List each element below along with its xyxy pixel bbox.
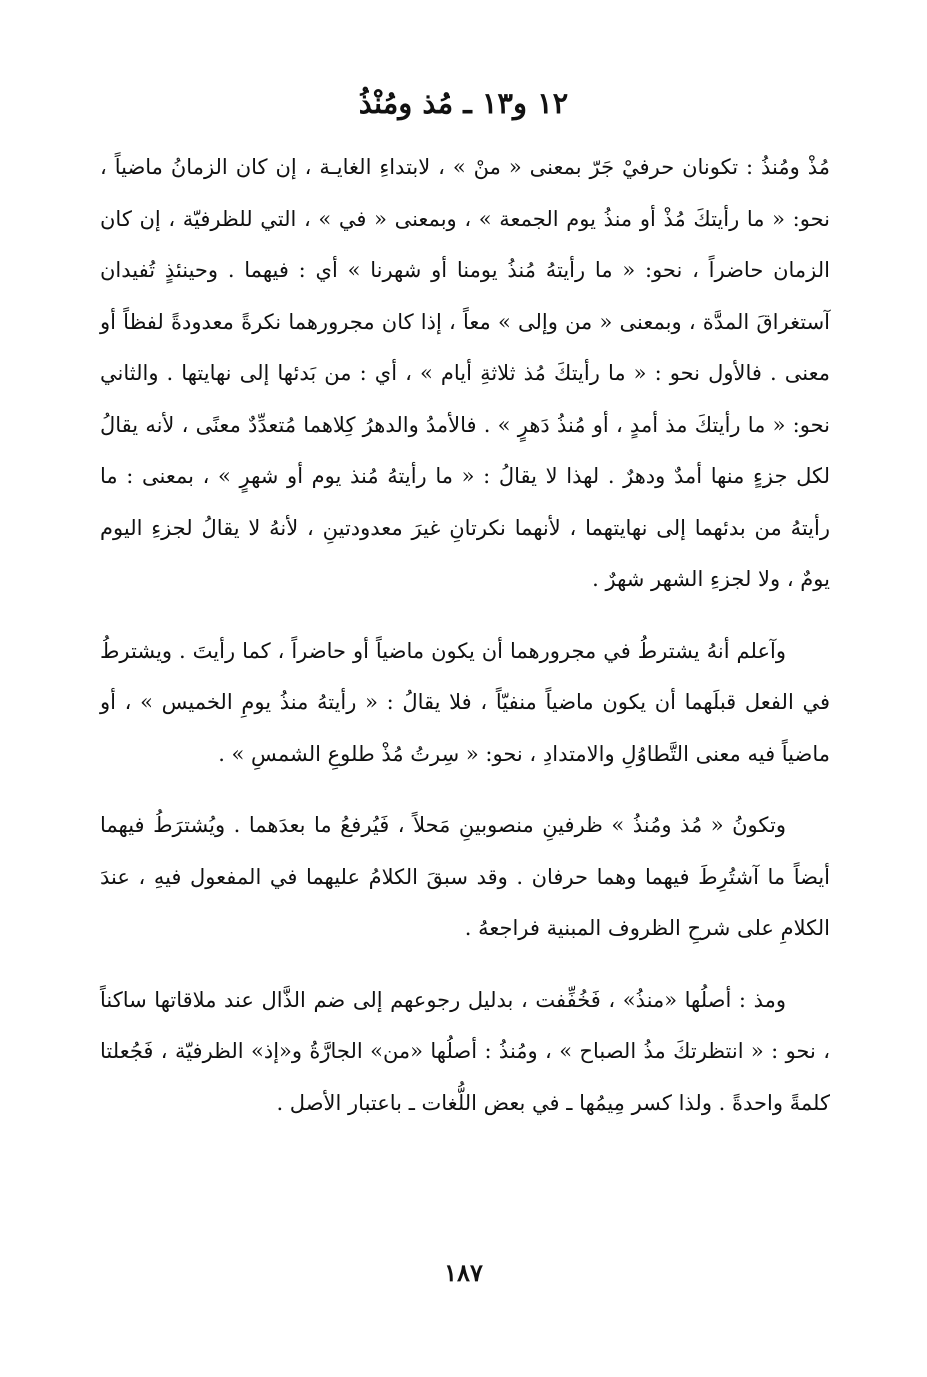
body-text (100, 142, 830, 1129)
page-title: ١٢ و١٣ ـ مُذ ومُنْذُ (358, 86, 569, 120)
paragraph-origin: ومذ : أصلُها «منذُ» ، فَخُفِّفت ، بدليل رجوعهم إلى ضم الذَّال عند ملاقاتها ساكناً ، نحو : « انتظرتكَ مذُ الصباح » ، ومُنذُ : أصلُها «من» الجارَّةُ و«إذ» الظرفيّة ، فَجُعلتا كلمةً واحدةً . ولذا كسر مِيمُها ـ في بعض اللُّغات ـ باعتبار الأصل . (100, 987, 830, 1115)
paragraph-adverbial-use: وتكونُ « مُذ ومُنذُ » ظرفينِ منصوبينِ مَحلاً ، فَيُرفعُ ما بعدَهما . ويُشترَطُ فيهما أيضاً ما آشتُرِطَ فيهما وهما حرفان . وقد سبقَ الكلامُ عليهما في المفعول فيهِ ، عندَ الكلامِ على شرحِ الظروف المبنية فراجعهُ . (100, 813, 830, 940)
paragraph-conditions: وآعلم أنهُ يشترطُ في مجرورهما أن يكون ماضياً أو حاضراً ، كما رأيتَ . ويشترطُ في الفعل قبلَهما أن يكون ماضياً منفيّاً ، فلا يقالُ : « رأيتهُ منذُ يومِ الخميس » ، أو ماضياً فيه معنى التَّطاوُلِ والامتدادِ ، نحو: « سِرتُ مُذْ طلوعِ الشمسِ » . (100, 638, 830, 766)
page-number: ١٨٧ (444, 1258, 483, 1287)
paragraph-definition: مُذْ ومُنذُ : تكونان حرفيْ جَرّ بمعنى « منْ » ، لابتداءِ الغايـة ، إن كان الزمانُ ماضياً ، نحو: « ما رأيتكَ مُذْ أو منذُ يوم الجمعة » ، وبمعنى « في » ، التي للظرفيّة ، إن كان الزمان حاضراً ، نحو: « ما رأيتهُ مُنذُ يومنا أو شهرنا » أي : فيهما . وحينئذٍ تُفيدان آستغراقَ المدَّة ، وبمعنى « من وإلى » معاً ، إذا كان مجرورهما نكرةً معدودةً لفظاً أو معنى . فالأول نحو : « ما رأيتكَ مُذ ثلاثةِ أيام » ، أي : من بَدئها إلى نهايتها . والثاني نحو: « ما رأيتكَ مذ أمدٍ ، أو مُنذُ دَهرٍ » . فالأمدُ والدهرُ كِلاهما مُتعدِّدٌ معنًى ، لأنه يقالُ لكل جزءٍ منها أمدٌ ودهرٌ . لهذا لا يقالُ : « ما رأيتهُ مُنذ يوم أو شهرٍ » ، بمعنى : ما رأيتهُ من بدئهما إلى نهايتهما ، لأنهما نكرتانِ غيرَ معدودتينِ ، لأنهُ لا يقالُ لجزءِ اليوم يومٌ ، ولا لجزءِ الشهر شهرٌ . (100, 155, 830, 591)
